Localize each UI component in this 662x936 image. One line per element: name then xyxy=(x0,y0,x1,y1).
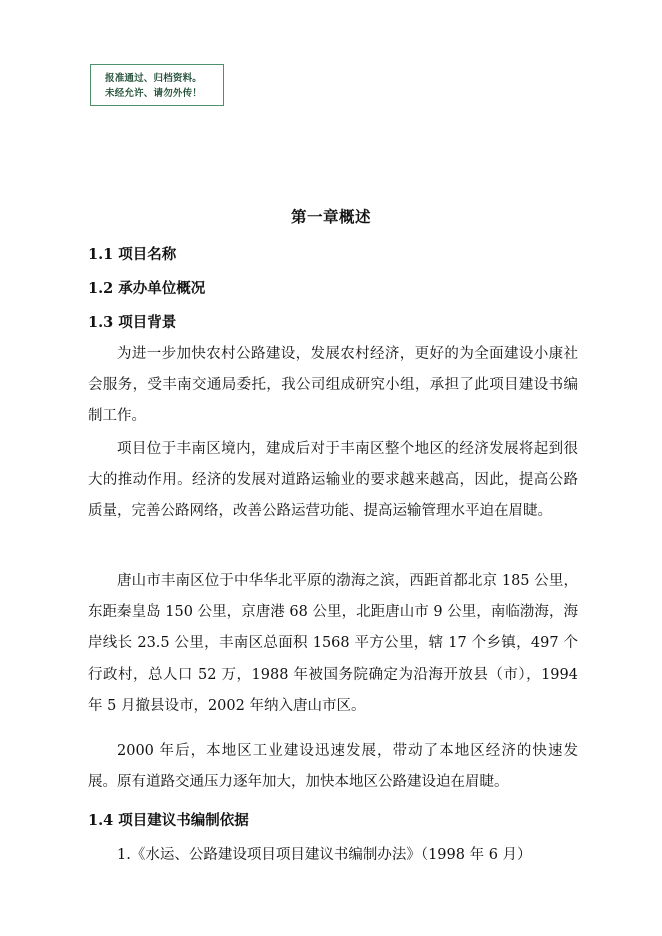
paragraph-background-1: 为进一步加快农村公路建设，发展农村经济，更好的为全面建设小康社会服务，受丰南交通局委托，我公司组成研究小组，承担了此项目建设书编制工作。 xyxy=(88,346,578,425)
chapter-title: 第一章概述 xyxy=(290,207,371,226)
section-heading-1-2: 1.2 承办单位概况 xyxy=(88,280,206,297)
section-heading-1-4: 1.4 项目建议书编制依据 xyxy=(88,812,249,829)
paragraph-background-4: 2000 年后，本地区工业建设迅速发展，带动了本地区经济的快速发展。原有道路交通压力逐年加大，加快本地区公路建设迫在眉睫。 xyxy=(88,743,578,791)
paragraph-background-3: 唐山市丰南区位于中华华北平原的渤海之滨，西距首都北京 185 公里，东距秦皇岛 150 公里，京唐港 68 公里，北距唐山市 9 公里，南临渤海，海岸线长 23.5 公里，丰南区总面积 1568 平方公里，辖 17 个乡镇，497 个行政村，总人口 52 万，1988 年被国务院确定为沿海开放县（市），1994 年 5 月撤县设市，2002 年纳入唐山市区。 xyxy=(88,573,578,714)
paragraph-background-2: 项目位于丰南区境内，建成后对于丰南区整个地区的经济发展将起到很大的推动作用。经济的发展对道路运输业的要求越来越高，因此，提高公路质量，完善公路网络，改善公路运营功能、提高运输管理水平迫在眉睫。 xyxy=(88,441,578,520)
stamp-line-1: 报准通过、归档资料。 xyxy=(105,73,203,84)
section-heading-1-1: 1.1 项目名称 xyxy=(88,246,177,263)
section-heading-1-3: 1.3 项目背景 xyxy=(88,314,177,331)
stamp-box xyxy=(90,64,224,106)
stamp-line-2: 未经允许、请勿外传！ xyxy=(105,88,203,99)
reference-item-1: 1.《水运、公路建设项目项目建议书编制办法》（1998 年 6 月） xyxy=(117,847,532,863)
